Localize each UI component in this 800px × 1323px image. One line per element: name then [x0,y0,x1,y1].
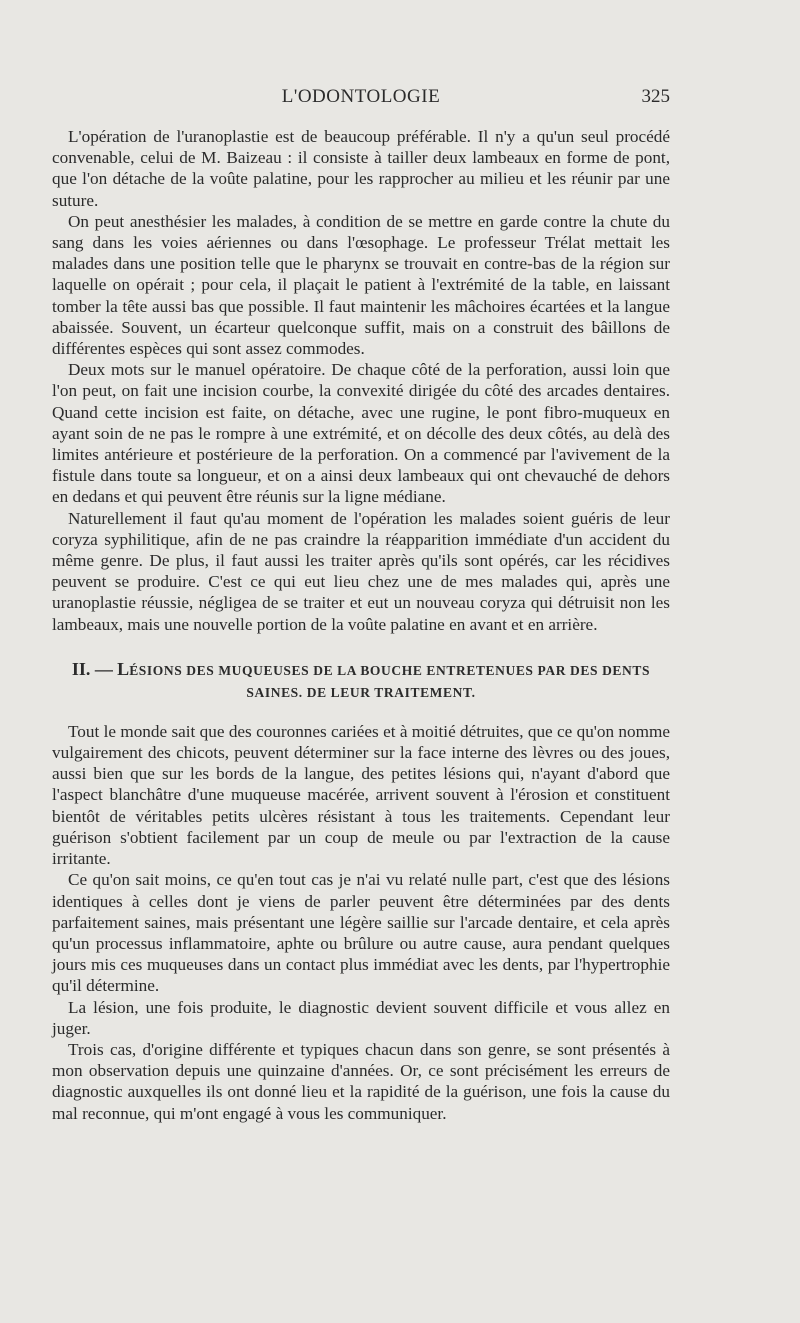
section-spacer [52,703,670,721]
book-page [52,86,670,1124]
section-heading [52,659,670,703]
paragraph-dents-saines: Ce qu'on sait moins, ce qu'en tout cas je n'ai vu relaté nulle part, c'est que des lésions identiques à celles dont je viens de parler peuvent être déterminées par des dents parfaitement saines, mais présentant une légère saillie sur l'arcade dentaire, et cela après qu'un processus inflammatoire, aphte ou brûlure ou autre cause, aura pendant quelques jours mis ces muqueuses dans un contact plus immédiat avec les dents, par l'hypertrophie qu'il détermine. [52,870,670,996]
section-spacer [52,635,670,659]
paragraph-coryza: Naturellement il faut qu'au moment de l'opération les malades soient guéris de leur coryza syphilitique, afin de ne pas craindre la réapparition immédiate d'un accident du même genre. De plus, il faut aussi les traiter après qu'ils sont opérés, car les récidives peuvent se produire. C'est ce qui eut lieu chez une de mes malades qui, après une uranoplastie réussie, négligea de se traiter et eut un nouveau coryza qui détruisit non les lambeaux, mais une nouvelle portion de la voûte palatine en avant et en arrière. [52,508,670,634]
page-header [52,86,670,116]
running-title: L'ODONTOLOGIE [281,86,441,107]
paragraph-manuel-operatoire: Deux mots sur le manuel opératoire. De chaque côté de la perforation, aussi loin que l'on peut, on fait une incision courbe, la convexité dirigée du côté des arcades dentaires. Quand cette incision est faite, on détache, avec une rugine, le pont fibro-muqueux en ayant soin de ne pas le rompre à une extrémité, et on décolle des deux côtés, au delà des limites antérieure et postérieure de la perforation. On a commencé par l'avivement de la fistule dans toute sa longueur, et on a ainsi deux lambeaux qui ont chevauché de dehors en dedans et qui peuvent être réunis sur la ligne médiane. [52,360,670,507]
page-number: 325 [641,86,670,107]
section-number: II. — [71,658,113,679]
section-title-initial: L [117,658,130,679]
paragraph-diagnostic: La lésion, une fois produite, le diagnostic devient souvent difficile et vous allez en juger. [52,997,670,1038]
paragraph-uranoplastie: L'opération de l'uranoplastie est de beaucoup préférable. Il n'y a qu'un seul procédé convenable, celui de M. Baizeau : il consiste à tailler deux lambeaux en forme de pont, que l'on détache de la voûte palatine, pour les rapprocher au milieu et les réunir par une suture. [52,127,670,210]
paragraph-couronnes-cariees: Tout le monde sait que des couronnes cariées et à moitié détruites, que ce qu'on nomme vulgairement des chicots, peuvent déterminer sur la face interne des lèvres ou des joues, aussi bien que sur les bords de la langue, des petites lésions qui, n'ayant d'abord que l'aspect blanchâtre d'une muqueuse macérée, arrivent souvent à l'érosion et constituent bientôt de véritables petits ulcères résistant à tous les traitements. Cependant leur guérison s'obtient facilement par un coup de meule ou par l'extraction de la cause irritante. [52,721,670,869]
section-title: ÉSIONS DES MUQUEUSES DE LA BOUCHE ENTRETENUES PAR DES DENTS SAINES. DE LEUR TRAITEMENT. [129,662,651,700]
paragraph-anesthesie: On peut anesthésier les malades, à condition de se mettre en garde contre la chute du sang dans les voies aériennes ou dans l'œsophage. Le professeur Trélat mettait les malades dans une position telle que le pharynx se trouvait en contre-bas de la région sur laquelle on opérait ; pour cela, il plaçait le patient à l'extrémité de la table, en laissant tomber la tête aussi bas que possible. Il faut maintenir les mâchoires écartées et la langue abaissée. Souvent, un écarteur quelconque suffit, mais on a construit des bâillons de différentes espèces qui sont assez commodes. [52,211,670,359]
paragraph-trois-cas: Trois cas, d'origine différente et typiques chacun dans son genre, se sont présentés à mon observation depuis une quinzaine d'années. Or, ce sont précisément les erreurs de diagnostic auxquelles ils ont donné lieu et la rapidité de la guérison, une fois la cause du mal reconnue, qui m'ont engagé à vous les communiquer. [52,1039,670,1123]
